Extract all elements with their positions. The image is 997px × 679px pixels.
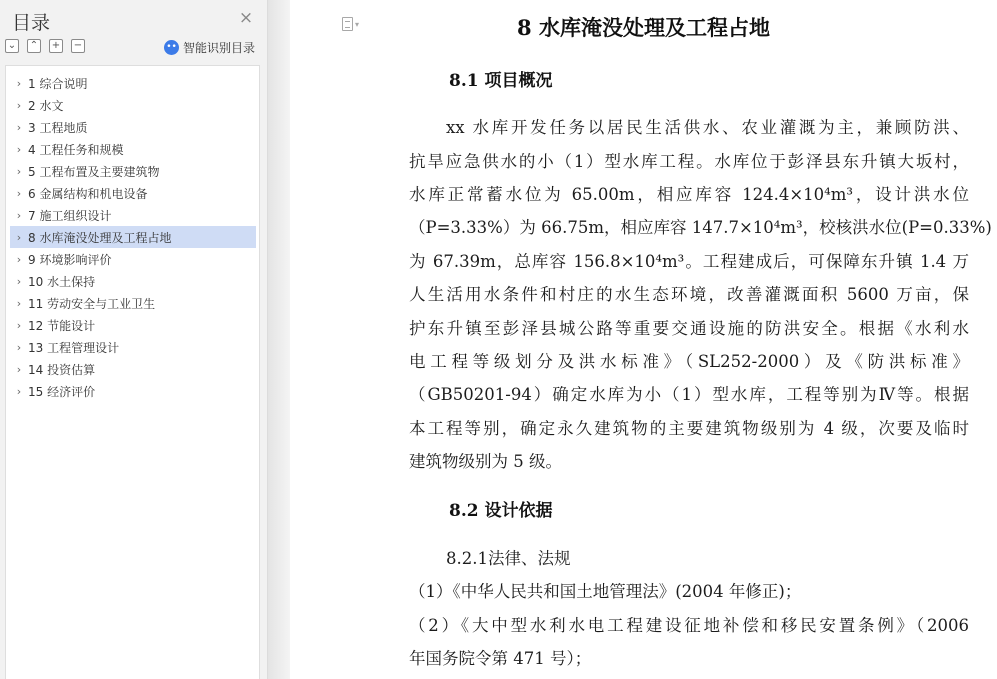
toc-item[interactable] xyxy=(10,270,256,292)
toc-item-label: 6 金属结构和机电设备 xyxy=(28,186,148,201)
paragraph-line: （GB50201-94）确定水库为小（1）型水库，工程等别为Ⅳ等。根据 xyxy=(409,385,969,404)
chevron-right-icon[interactable]: › xyxy=(16,142,22,156)
toc-item[interactable] xyxy=(10,72,256,94)
toc-item[interactable] xyxy=(10,204,256,226)
smart-toc-label: 智能识别目录 xyxy=(183,40,256,55)
paragraph-line: 电工程等级划分及洪水标准》（SL252-2000）及《防洪标准》 xyxy=(409,352,969,371)
chevron-right-icon[interactable]: › xyxy=(16,76,22,90)
chevron-right-icon[interactable]: › xyxy=(16,384,22,398)
toc-list xyxy=(5,65,260,679)
document-page xyxy=(290,0,997,679)
plus-icon[interactable]: + xyxy=(49,39,63,53)
chevron-right-icon[interactable]: › xyxy=(16,318,22,332)
paragraph-line: 护东升镇至彭泽县城公路等重要交通设施的防洪安全。根据《水利水 xyxy=(409,319,969,338)
toc-item-label: 11 劳动安全与工业卫生 xyxy=(28,296,156,311)
law-item-line: （1）《中华人民共和国土地管理法》(2004 年修正)； xyxy=(409,582,802,601)
toc-item[interactable] xyxy=(10,94,256,116)
paragraph-line: 本工程等别，确定永久建筑物的主要建筑物级别为 4 级，次要及临时 xyxy=(409,419,969,438)
minus-icon[interactable]: − xyxy=(71,39,85,53)
chevron-down-icon: ▾ xyxy=(355,19,360,29)
toc-item-label: 9 环境影响评价 xyxy=(28,252,112,267)
chevron-right-icon[interactable]: › xyxy=(16,208,22,222)
smart-recognize-icon: •• xyxy=(164,40,179,55)
subsection-heading: 8.2.1法律、法规 xyxy=(446,549,571,568)
close-icon[interactable]: × xyxy=(238,8,254,28)
toc-pane xyxy=(0,0,268,679)
toc-item[interactable] xyxy=(10,314,256,336)
section-heading: 8.2 设计依据 xyxy=(449,501,553,521)
paragraph-line: 建筑物级别为 5 级。 xyxy=(409,452,562,471)
expand-icon[interactable]: ⌃ xyxy=(27,39,41,53)
chevron-right-icon[interactable]: › xyxy=(16,362,22,376)
toc-item[interactable] xyxy=(10,138,256,160)
chevron-right-icon[interactable]: › xyxy=(16,230,22,244)
toc-item-label: 10 水土保持 xyxy=(28,274,96,289)
paragraph-line: 抗旱应急供水的小（1）型水库工程。水库位于彭泽县东升镇大坂村， xyxy=(409,152,969,171)
law-item-line: （2）《大中型水利水电工程建设征地补偿和移民安置条例》（2006 xyxy=(409,616,969,635)
paragraph-line: 人生活用水条件和村庄的水生态环境，改善灌溉面积 5600 万亩，保 xyxy=(409,285,969,304)
paragraph-line: 为 67.39m，总库容 156.8×10⁴m³。工程建成后，可保障东升镇 1.4 万 xyxy=(409,252,969,271)
chevron-right-icon[interactable]: › xyxy=(16,186,22,200)
toc-item-label: 12 节能设计 xyxy=(28,318,96,333)
toc-item[interactable] xyxy=(10,248,256,270)
toc-item[interactable] xyxy=(10,182,256,204)
toc-item[interactable] xyxy=(10,336,256,358)
toc-toolbar xyxy=(5,39,85,55)
toc-title: 目录 xyxy=(12,12,51,34)
law-item-line: 年国务院令第 471 号）； xyxy=(409,649,592,668)
toc-item[interactable] xyxy=(10,160,256,182)
toc-item[interactable] xyxy=(10,380,256,402)
paragraph-line: （P=3.33%）为 66.75m，相应库容 147.7×10⁴m³，校核洪水位(P=0.33%) xyxy=(409,218,992,237)
toc-item-label: 8 水库淹没处理及工程占地 xyxy=(28,230,172,245)
toc-item[interactable] xyxy=(10,226,256,248)
chevron-right-icon[interactable]: › xyxy=(16,98,22,112)
toc-item-label: 7 施工组织设计 xyxy=(28,208,112,223)
chevron-right-icon[interactable]: › xyxy=(16,296,22,310)
chevron-right-icon[interactable]: › xyxy=(16,164,22,178)
toc-item-label: 14 投资估算 xyxy=(28,362,96,377)
toc-item-label: 3 工程地质 xyxy=(28,120,88,135)
toc-item[interactable] xyxy=(10,358,256,380)
chevron-right-icon[interactable]: › xyxy=(16,274,22,288)
paragraph-line: 水库正常蓄水位为 65.00m，相应库容 124.4×10⁴m³，设计洪水位 xyxy=(409,185,969,204)
toc-item-label: 4 工程任务和规模 xyxy=(28,142,124,157)
chevron-right-icon[interactable]: › xyxy=(16,120,22,134)
toc-item-label: 13 工程管理设计 xyxy=(28,340,120,355)
smart-toc-button[interactable] xyxy=(164,38,255,56)
chevron-right-icon[interactable]: › xyxy=(16,252,22,266)
toc-item-label: 5 工程布置及主要建筑物 xyxy=(28,164,160,179)
toc-item[interactable] xyxy=(10,292,256,314)
toc-item-label: 2 水文 xyxy=(28,98,64,113)
paragraph-line: xx 水库开发任务以居民生活供水、农业灌溉为主，兼顾防洪、 xyxy=(446,118,969,137)
chapter-title: 8 水库淹没处理及工程占地 xyxy=(517,15,770,40)
toc-item-label: 15 经济评价 xyxy=(28,384,96,399)
page-gutter xyxy=(268,0,290,679)
collapse-all-icon[interactable]: ⌄ xyxy=(5,39,19,53)
toc-item[interactable] xyxy=(10,116,256,138)
chevron-right-icon[interactable]: › xyxy=(16,340,22,354)
toc-item-label: 1 综合说明 xyxy=(28,76,88,91)
section-heading: 8.1 项目概况 xyxy=(449,71,553,91)
